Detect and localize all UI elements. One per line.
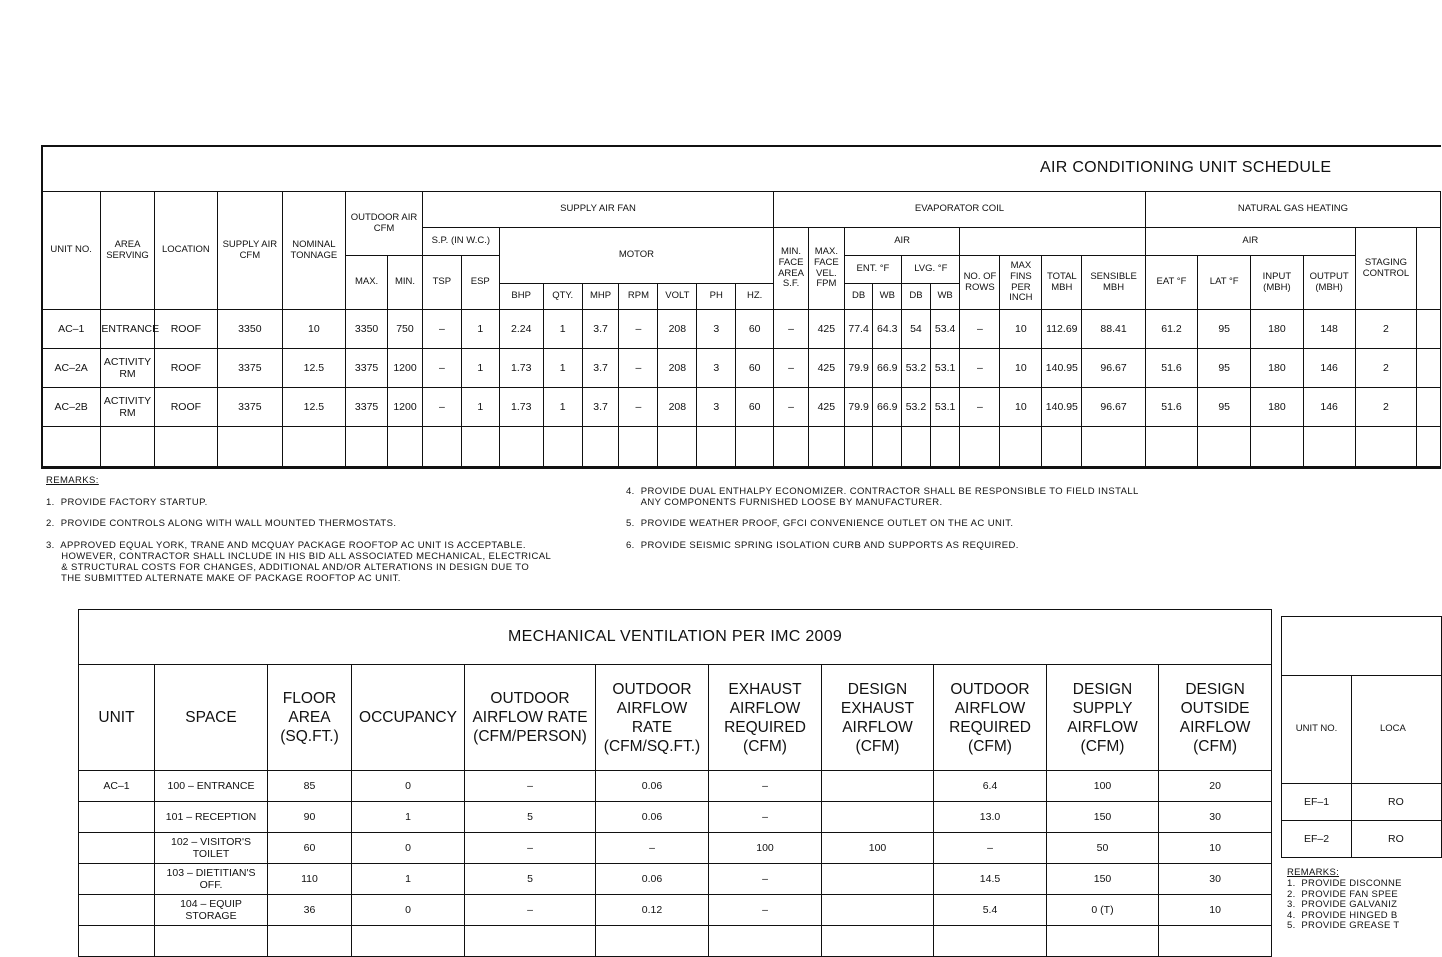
- mv-cell: [822, 771, 934, 802]
- ac-cell-face-vel: 425: [808, 388, 844, 427]
- mv-cell: [822, 802, 934, 833]
- mv-cell: 85: [268, 771, 352, 802]
- ef-cell-unit: EF–2: [1282, 821, 1352, 858]
- ac-unit-row: [42, 349, 1441, 388]
- ac-cell-face-area: –: [774, 310, 809, 349]
- hdr-oa-min: MIN.: [388, 256, 423, 310]
- hdr-lat: LAT °F: [1198, 256, 1251, 310]
- ac-cell-cut: [1417, 388, 1441, 427]
- ac-cell-fins: 10: [1000, 349, 1042, 388]
- mv-cell: 0: [352, 833, 465, 864]
- hdr-staging: STAGING CONTROL: [1355, 228, 1416, 310]
- ef-remark-5: 5. PROVIDE GREASE T: [1287, 920, 1400, 932]
- ac-cell-eat: 61.2: [1145, 310, 1197, 349]
- remark-5: 5. PROVIDE WEATHER PROOF, GFCI CONVENIENCE OUTLET ON THE AC UNIT.: [626, 518, 1014, 529]
- ac-cell-lat: 95: [1198, 388, 1251, 427]
- hdr-outdoor-cfm: OUTDOOR AIR CFM: [346, 192, 423, 256]
- hdr-mhp: MHP: [582, 284, 619, 310]
- mv-cell: 100: [709, 833, 822, 864]
- ac-cell-tons: 12.5: [282, 349, 345, 388]
- ac-cell-rpm: –: [619, 349, 658, 388]
- hdr-volt: VOLT: [658, 284, 697, 310]
- hdr-supply-fan: SUPPLY AIR FAN: [422, 192, 773, 228]
- remark-4: 4. PROVIDE DUAL ENTHALPY ECONOMIZER. CONTRACTOR SHALL BE RESPONSIBLE TO FIELD INSTALL ANY COMPONENTS FURNISHED LOOSE BY MANUFACTURER.: [626, 486, 1139, 508]
- ef-cell-unit: EF–1: [1282, 784, 1352, 821]
- ac-cell-oa-max: 3350: [346, 310, 388, 349]
- ef-remarks-list: [1287, 879, 1402, 932]
- hdr-motor: MOTOR: [499, 228, 773, 284]
- ac-cell-volt: 208: [658, 388, 697, 427]
- mv-row: [79, 833, 1272, 864]
- mv-cell: –: [934, 833, 1047, 864]
- ac-cell-rpm: –: [619, 310, 658, 349]
- ac-cell-ph: 3: [697, 388, 736, 427]
- ac-cell-total: 140.95: [1042, 388, 1082, 427]
- ac-cell-staging: 2: [1355, 349, 1416, 388]
- mv-header-cell: FLOOR AREA (SQ.FT.): [268, 665, 352, 771]
- ef-row: [1282, 821, 1442, 858]
- mv-header-cell: OUTDOOR AIRFLOW RATE (CFM/PERSON): [465, 665, 596, 771]
- mv-header-cell: SPACE: [155, 665, 268, 771]
- ac-cell-face-vel: 425: [808, 310, 844, 349]
- mv-cell: 30: [1159, 802, 1272, 833]
- ac-cell-oa-min: 1200: [388, 388, 423, 427]
- mv-cell: 30: [1159, 864, 1272, 895]
- mv-cell: 0.06: [596, 802, 709, 833]
- hdr-total-mbh: TOTAL MBH: [1042, 256, 1082, 310]
- mv-cell: 90: [268, 802, 352, 833]
- mv-cell: 110: [268, 864, 352, 895]
- hdr-heat-air: AIR: [1145, 228, 1355, 256]
- hdr-fins: MAX FINS PER INCH: [1000, 256, 1042, 310]
- mv-cell: AC–1: [79, 771, 155, 802]
- hdr-evap-coil: EVAPORATOR COIL: [774, 192, 1146, 228]
- mv-cell: [79, 895, 155, 926]
- mv-cell: 10: [1159, 895, 1272, 926]
- ac-cell-sensible: 96.67: [1082, 388, 1146, 427]
- mv-header-cell: OUTDOOR AIRFLOW REQUIRED (CFM): [934, 665, 1047, 771]
- ef-remark-3: 3. PROVIDE GALVANIZ: [1287, 899, 1398, 911]
- mv-cut-row: [79, 926, 1272, 957]
- ac-cell-area: ENTRANCE: [101, 310, 154, 349]
- ac-cell-supply: 3375: [218, 388, 283, 427]
- ac-cell-esp: 1: [461, 388, 499, 427]
- ac-cell-lvg-db: 53.2: [902, 349, 931, 388]
- mv-cell: –: [465, 895, 596, 926]
- ef-cell-location: RO: [1352, 784, 1442, 821]
- hdr-max-face-vel: MAX. FACE VEL. FPM: [808, 228, 844, 310]
- ac-cell-face-area: –: [774, 349, 809, 388]
- ac-cell-rows: –: [960, 349, 1000, 388]
- ac-cell-ph: 3: [697, 349, 736, 388]
- ac-cell-loc: ROOF: [154, 388, 217, 427]
- mv-cell: [822, 864, 934, 895]
- mv-cell: –: [709, 895, 822, 926]
- mv-cell: –: [465, 771, 596, 802]
- mv-cell: 0.06: [596, 864, 709, 895]
- mv-cell: 150: [1047, 802, 1159, 833]
- ac-cell-bhp: 2.24: [499, 310, 543, 349]
- mv-cell: –: [596, 833, 709, 864]
- ac-cell-volt: 208: [658, 349, 697, 388]
- mv-row: [79, 895, 1272, 926]
- ac-cell-supply: 3375: [218, 349, 283, 388]
- hdr-min-face-area: MIN. FACE AREA S.F.: [774, 228, 809, 310]
- ac-cell-area: ACTIVITY RM: [101, 349, 154, 388]
- mv-cell: –: [709, 802, 822, 833]
- ac-cell-unit: AC–1: [42, 310, 101, 349]
- ac-cell-oa-max: 3375: [346, 388, 388, 427]
- exhaust-fan-table: [1281, 616, 1442, 858]
- ac-cell-total: 140.95: [1042, 349, 1082, 388]
- mv-header-cell: DESIGN SUPPLY AIRFLOW (CFM): [1047, 665, 1159, 771]
- ac-cell-sensible: 96.67: [1082, 349, 1146, 388]
- ac-unit-row: [42, 310, 1441, 349]
- mv-cell: 1: [352, 802, 465, 833]
- ventilation-title: MECHANICAL VENTILATION PER IMC 2009: [79, 610, 1272, 665]
- mv-row: [79, 771, 1272, 802]
- hdr-ent-db: DB: [844, 284, 873, 310]
- mv-cell: [822, 895, 934, 926]
- ac-cell-qty: 1: [543, 310, 582, 349]
- ac-cell-mhp: 3.7: [582, 388, 619, 427]
- remark-3: 3. APPROVED EQUAL YORK, TRANE AND MCQUAY PACKAGE ROOFTOP AC UNIT IS ACCEPTABLE. HOWEVER, CONTRACTOR SHALL INCLUDE IN HIS BID ALL ASSOCIATED MECHANICAL, ELECTRICAL & STRUCTURAL COSTS FOR CHANGES, ADDITIONAL AND/OR ALTERATIONS IN DESIGN DUE TO THE SUBMITTED ALTERNATE MAKE OF PACKAGE ROOFTOP AC UNIT.: [46, 540, 552, 584]
- mv-row: [79, 802, 1272, 833]
- ef-remark-2: 2. PROVIDE FAN SPEE: [1287, 888, 1399, 900]
- ac-cell-loc: ROOF: [154, 310, 217, 349]
- remarks-heading: REMARKS:: [46, 475, 99, 486]
- mv-cell: 104 – EQUIP STORAGE: [155, 895, 268, 926]
- ac-unit-row: [42, 388, 1441, 427]
- ac-cell-unit: AC–2A: [42, 349, 101, 388]
- hdr-ent: ENT. °F: [844, 256, 901, 284]
- ac-cell-unit: AC–2B: [42, 388, 101, 427]
- hdr-rows: NO. OF ROWS: [960, 256, 1000, 310]
- mv-cell: 100 – ENTRANCE: [155, 771, 268, 802]
- hdr-ent-wb: WB: [873, 284, 902, 310]
- ac-cell-qty: 1: [543, 349, 582, 388]
- mv-cell: –: [465, 833, 596, 864]
- ac-cell-oa-min: 750: [388, 310, 423, 349]
- ac-cell-mhp: 3.7: [582, 310, 619, 349]
- ac-cell-lvg-db: 53.2: [902, 388, 931, 427]
- ef-remark-1: 1. PROVIDE DISCONNE: [1287, 878, 1402, 889]
- ef-cell-location: RO: [1352, 821, 1442, 858]
- ac-cell-lat: 95: [1198, 349, 1251, 388]
- ac-cell-area: ACTIVITY RM: [101, 388, 154, 427]
- mv-header-cell: DESIGN OUTSIDE AIRFLOW (CFM): [1159, 665, 1272, 771]
- mv-cell: 50: [1047, 833, 1159, 864]
- mv-cell: 100: [1047, 771, 1159, 802]
- ac-cell-tons: 10: [282, 310, 345, 349]
- hdr-location: LOCATION: [154, 192, 217, 310]
- ac-cell-lvg-wb: 53.4: [930, 310, 960, 349]
- hdr-lvg-db: DB: [902, 284, 931, 310]
- ac-cell-ent-wb: 66.9: [873, 388, 902, 427]
- ac-cell-face-area: –: [774, 388, 809, 427]
- hdr-eat: EAT °F: [1145, 256, 1197, 310]
- ac-cell-volt: 208: [658, 310, 697, 349]
- hdr-nominal-tonnage: NOMINAL TONNAGE: [282, 192, 345, 310]
- ac-cell-lat: 95: [1198, 310, 1251, 349]
- mv-cell: 0: [352, 895, 465, 926]
- hdr-esp: ESP: [461, 256, 499, 310]
- ac-cell-lvg-db: 54: [902, 310, 931, 349]
- mv-cell: 5: [465, 864, 596, 895]
- ac-cell-ent-wb: 66.9: [873, 349, 902, 388]
- ac-cell-total: 112.69: [1042, 310, 1082, 349]
- ac-cell-staging: 2: [1355, 310, 1416, 349]
- ac-cell-hz: 60: [736, 310, 774, 349]
- ac-cell-ent-db: 77.4: [844, 310, 873, 349]
- mv-cell: 100: [822, 833, 934, 864]
- ac-cell-cut: [1417, 310, 1441, 349]
- ac-cell-eat: 51.6: [1145, 388, 1197, 427]
- remark-2: 2. PROVIDE CONTROLS ALONG WITH WALL MOUNTED THERMOSTATS.: [46, 518, 397, 529]
- mv-cell: 20: [1159, 771, 1272, 802]
- ac-schedule-title: AIR CONDITIONING UNIT SCHEDULE: [1040, 159, 1332, 176]
- ac-cell-loc: ROOF: [154, 349, 217, 388]
- mv-cell: 0.12: [596, 895, 709, 926]
- hdr-coil-blank: [960, 228, 1145, 256]
- ac-schedule-table: [41, 191, 1441, 467]
- mv-header-cell: EXHAUST AIRFLOW REQUIRED (CFM): [709, 665, 822, 771]
- ac-cell-tsp: –: [422, 349, 461, 388]
- ac-cell-oa-max: 3375: [346, 349, 388, 388]
- hdr-lvg: LVG. °F: [902, 256, 960, 284]
- mv-cell: 14.5: [934, 864, 1047, 895]
- mv-header-cell: OUTDOOR AIRFLOW RATE (CFM/SQ.FT.): [596, 665, 709, 771]
- mv-cell: 36: [268, 895, 352, 926]
- mv-cell: 102 – VISITOR'S TOILET: [155, 833, 268, 864]
- hdr-output: OUTPUT (MBH): [1303, 256, 1355, 310]
- mv-cell: 10: [1159, 833, 1272, 864]
- mv-header-cell: DESIGN EXHAUST AIRFLOW (CFM): [822, 665, 934, 771]
- ac-cell-rows: –: [960, 310, 1000, 349]
- mv-cell: 0 (T): [1047, 895, 1159, 926]
- ac-cell-input: 180: [1251, 388, 1303, 427]
- ac-empty-row: [42, 427, 1441, 467]
- ac-cell-eat: 51.6: [1145, 349, 1197, 388]
- ac-cell-ent-db: 79.9: [844, 388, 873, 427]
- ac-cell-input: 180: [1251, 349, 1303, 388]
- hdr-hz: HZ.: [736, 284, 774, 310]
- hdr-sensible-mbh: SENSIBLE MBH: [1082, 256, 1146, 310]
- ac-cell-bhp: 1.73: [499, 388, 543, 427]
- ac-cell-oa-min: 1200: [388, 349, 423, 388]
- ac-cell-staging: 2: [1355, 388, 1416, 427]
- hdr-bhp: BHP: [499, 284, 543, 310]
- ac-cell-tons: 12.5: [282, 388, 345, 427]
- ef-remarks-heading: REMARKS:: [1287, 867, 1340, 878]
- ac-cell-fins: 10: [1000, 310, 1042, 349]
- remark-1: 1. PROVIDE FACTORY STARTUP.: [46, 497, 208, 508]
- mv-cell: 150: [1047, 864, 1159, 895]
- mv-cell: –: [709, 771, 822, 802]
- hdr-qty: QTY.: [543, 284, 582, 310]
- ac-cell-ph: 3: [697, 310, 736, 349]
- ac-cell-ent-db: 79.9: [844, 349, 873, 388]
- hdr-sp: S.P. (IN W.C.): [422, 228, 499, 256]
- ac-cell-output: 146: [1303, 388, 1355, 427]
- hdr-supply-cfm: SUPPLY AIR CFM: [218, 192, 283, 310]
- hdr-ph: PH: [697, 284, 736, 310]
- ac-cell-esp: 1: [461, 349, 499, 388]
- ac-cell-ent-wb: 64.3: [873, 310, 902, 349]
- hdr-input: INPUT (MBH): [1251, 256, 1303, 310]
- mv-cell: [79, 833, 155, 864]
- mv-row: [79, 864, 1272, 895]
- mv-cell: 0: [352, 771, 465, 802]
- mv-cell: 101 – RECEPTION: [155, 802, 268, 833]
- ac-cell-rows: –: [960, 388, 1000, 427]
- ac-cell-lvg-wb: 53.1: [930, 349, 960, 388]
- mv-cell: 13.0: [934, 802, 1047, 833]
- mv-cell: 5.4: [934, 895, 1047, 926]
- mv-header-cell: UNIT: [79, 665, 155, 771]
- hdr-gas-heating: NATURAL GAS HEATING: [1145, 192, 1440, 228]
- ac-cell-hz: 60: [736, 349, 774, 388]
- mv-cell: 103 – DIETITIAN'S OFF.: [155, 864, 268, 895]
- ac-cell-bhp: 1.73: [499, 349, 543, 388]
- ac-cell-fins: 10: [1000, 388, 1042, 427]
- ac-cell-tsp: –: [422, 310, 461, 349]
- ac-cell-output: 148: [1303, 310, 1355, 349]
- ef-title-cell: [1282, 617, 1442, 676]
- mv-header-cell: OCCUPANCY: [352, 665, 465, 771]
- mv-cell: –: [709, 864, 822, 895]
- hdr-rpm: RPM: [619, 284, 658, 310]
- ac-cell-cut: [1417, 349, 1441, 388]
- ac-cell-output: 146: [1303, 349, 1355, 388]
- ef-hdr-location: LOCA: [1352, 676, 1442, 784]
- remark-6: 6. PROVIDE SEISMIC SPRING ISOLATION CURB AND SUPPORTS AS REQUIRED.: [626, 540, 1019, 551]
- mv-cell: [79, 864, 155, 895]
- ac-cell-esp: 1: [461, 310, 499, 349]
- mv-cell: 0.06: [596, 771, 709, 802]
- mv-cell: 6.4: [934, 771, 1047, 802]
- ef-row: [1282, 784, 1442, 821]
- ac-cell-sensible: 88.41: [1082, 310, 1146, 349]
- ac-cell-tsp: –: [422, 388, 461, 427]
- hdr-area-serving: AREA SERVING: [101, 192, 154, 310]
- ac-cell-qty: 1: [543, 388, 582, 427]
- ac-cell-mhp: 3.7: [582, 349, 619, 388]
- hdr-unit-no: UNIT NO.: [42, 192, 101, 310]
- ac-cell-lvg-wb: 53.1: [930, 388, 960, 427]
- mv-cell: 60: [268, 833, 352, 864]
- hdr-tsp: TSP: [422, 256, 461, 310]
- ef-hdr-unit-no: UNIT NO.: [1282, 676, 1352, 784]
- ac-cell-hz: 60: [736, 388, 774, 427]
- ac-cell-face-vel: 425: [808, 349, 844, 388]
- ac-cell-input: 180: [1251, 310, 1303, 349]
- mv-cell: [79, 802, 155, 833]
- mv-cell: 5: [465, 802, 596, 833]
- mv-cell: 1: [352, 864, 465, 895]
- ac-cell-supply: 3350: [218, 310, 283, 349]
- ef-remark-4: 4. PROVIDE HINGED B: [1287, 909, 1398, 921]
- hdr-air: AIR: [844, 228, 960, 256]
- hdr-oa-max: MAX.: [346, 256, 388, 310]
- ventilation-table: [78, 609, 1272, 957]
- hdr-lvg-wb: WB: [930, 284, 960, 310]
- ac-cell-rpm: –: [619, 388, 658, 427]
- hdr-cut-col: [1417, 228, 1441, 310]
